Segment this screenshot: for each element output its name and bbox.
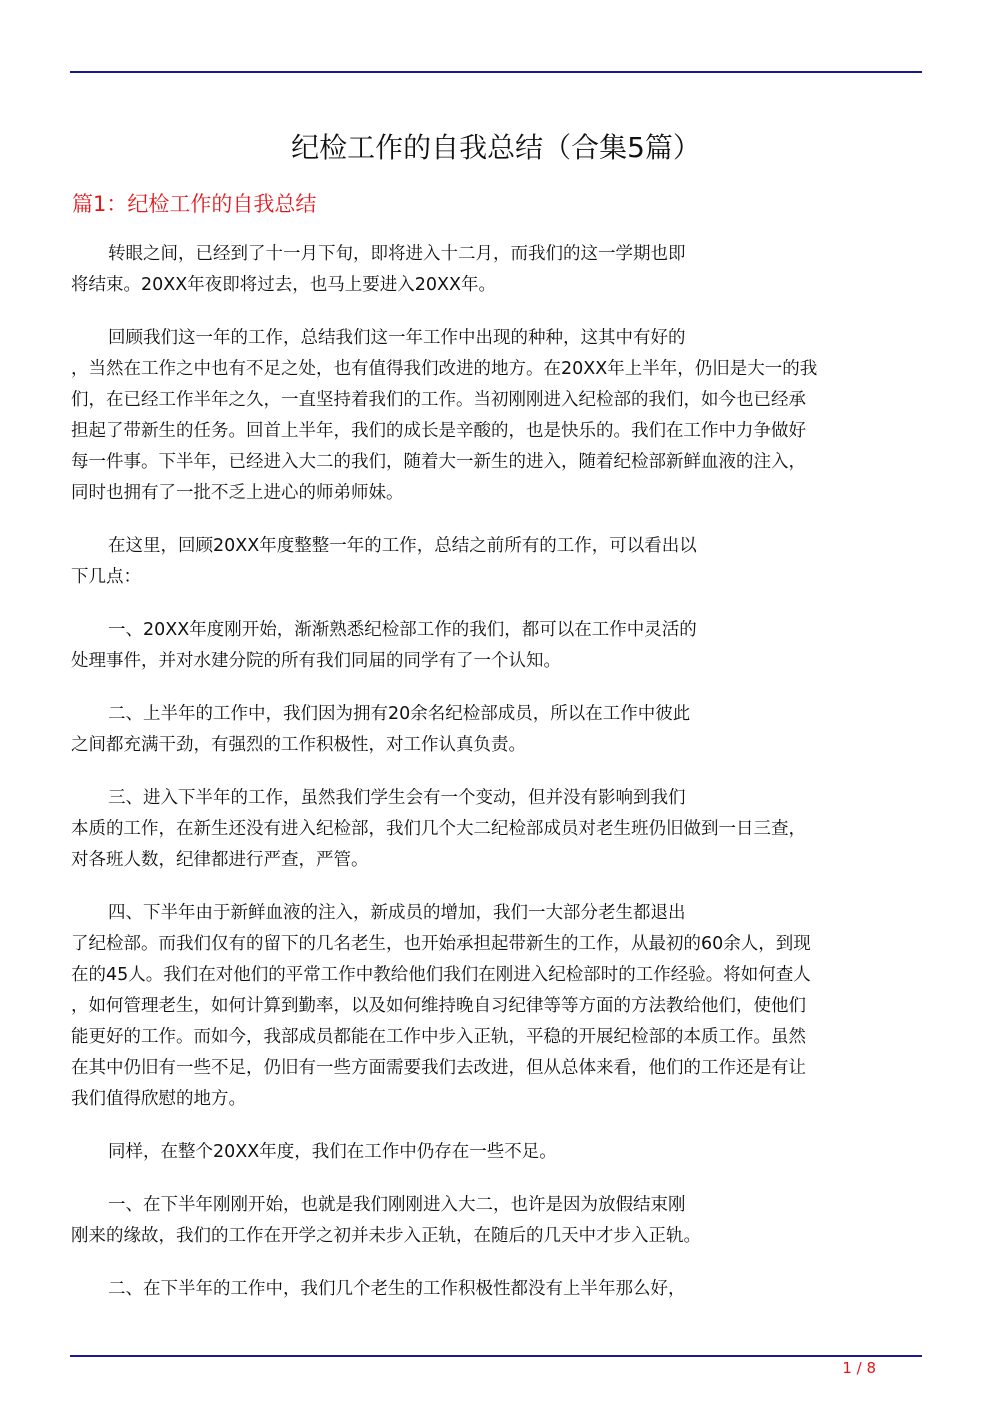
paragraph	[71, 1137, 923, 1168]
paragraph-line: 本质的工作，在新生还没有进入纪检部，我们几个大二纪检部成员对老生班仍旧做到一日三查，	[71, 819, 806, 839]
paragraph	[71, 1274, 923, 1305]
paragraph	[71, 239, 923, 301]
paragraph-line: 刚来的缘故，我们的工作在开学之初并未步入正轨，在随后的几天中才步入正轨。	[71, 1226, 701, 1246]
paragraph-line: 一、在下半年刚刚开始，也就是我们刚刚进入大二，也许是因为放假结束刚	[108, 1195, 686, 1215]
paragraph-line: 下几点：	[71, 567, 141, 587]
section-title: 篇1：纪检工作的自我总结	[72, 192, 317, 216]
paragraph-line: 一、20XX年度刚开始，渐渐熟悉纪检部工作的我们，都可以在工作中灵活的	[108, 620, 697, 640]
paragraph-line: 了纪检部。而我们仅有的留下的几名老生，也开始承担起带新生的工作，从最初的60余人，到现	[71, 934, 811, 954]
paragraph-line: 对各班人数，纪律都进行严查，严管。	[71, 850, 369, 870]
paragraph-line: 能更好的工作。而如今，我部成员都能在工作中步入正轨，平稳的开展纪检部的本质工作。虽然	[71, 1027, 806, 1047]
document-body	[71, 239, 923, 1327]
paragraph-line: 在其中仍旧有一些不足，仍旧有一些方面需要我们去改进，但从总体来看，他们的工作还是有让	[71, 1058, 806, 1078]
paragraph	[71, 323, 923, 509]
paragraph-line: 我们值得欣慰的地方。	[71, 1089, 246, 1109]
paragraph-line: ，如何管理老生，如何计算到勤率，以及如何维持晚自习纪律等等方面的方法教给他们，使他们	[71, 996, 806, 1016]
paragraph	[71, 699, 923, 761]
paragraph-line: 将结束。20XX年夜即将过去，也马上要进入20XX年。	[71, 275, 496, 295]
paragraph-line: 担起了带新生的任务。回首上半年，我们的成长是辛酸的，也是快乐的。我们在工作中力争做好	[71, 421, 806, 441]
footer-rule	[70, 1355, 922, 1357]
paragraph-line: 四、下半年由于新鲜血液的注入，新成员的增加，我们一大部分老生都退出	[108, 903, 686, 923]
paragraph-line: 二、在下半年的工作中，我们几个老生的工作积极性都没有上半年那么好，	[108, 1279, 686, 1299]
paragraph	[71, 783, 923, 876]
paragraph-line: 在的45人。我们在对他们的平常工作中教给他们我们在刚进入纪检部时的工作经验。将如何查人	[71, 965, 811, 985]
paragraph-line: 同样，在整个20XX年度，我们在工作中仍存在一些不足。	[108, 1142, 557, 1162]
paragraph-line: 转眼之间，已经到了十一月下旬，即将进入十二月，而我们的这一学期也即	[108, 244, 686, 264]
header-rule	[70, 71, 922, 73]
paragraph	[71, 898, 923, 1115]
paragraph-line: 处理事件，并对水建分院的所有我们同届的同学有了一个认知。	[71, 651, 561, 671]
paragraph-line: 三、进入下半年的工作，虽然我们学生会有一个变动，但并没有影响到我们	[108, 788, 686, 808]
paragraph-line: 每一件事。下半年，已经进入大二的我们，随着大一新生的进入，随着纪检部新鲜血液的注入，	[71, 452, 806, 472]
paragraph-line: ，当然在工作之中也有不足之处，也有值得我们改进的地方。在20XX年上半年，仍旧是大一的我	[71, 359, 818, 379]
paragraph-line: 同时也拥有了一批不乏上进心的师弟师妹。	[71, 483, 404, 503]
paragraph-line: 之间都充满干劲，有强烈的工作积极性，对工作认真负责。	[71, 735, 526, 755]
paragraph-line: 回顾我们这一年的工作，总结我们这一年工作中出现的种种，这其中有好的	[108, 328, 686, 348]
paragraph	[71, 615, 923, 677]
page-number: 1 / 8	[842, 1359, 876, 1377]
paragraph	[71, 531, 923, 593]
paragraph	[71, 1190, 923, 1252]
document-title: 纪检工作的自我总结（合集5篇）	[291, 131, 701, 164]
paragraph-line: 二、上半年的工作中，我们因为拥有20余名纪检部成员，所以在工作中彼此	[108, 704, 691, 724]
paragraph-line: 在这里，回顾20XX年度整整一年的工作，总结之前所有的工作，可以看出以	[108, 536, 697, 556]
paragraph-line: 们，在已经工作半年之久，一直坚持着我们的工作。当初刚刚进入纪检部的我们，如今也已经承	[71, 390, 806, 410]
